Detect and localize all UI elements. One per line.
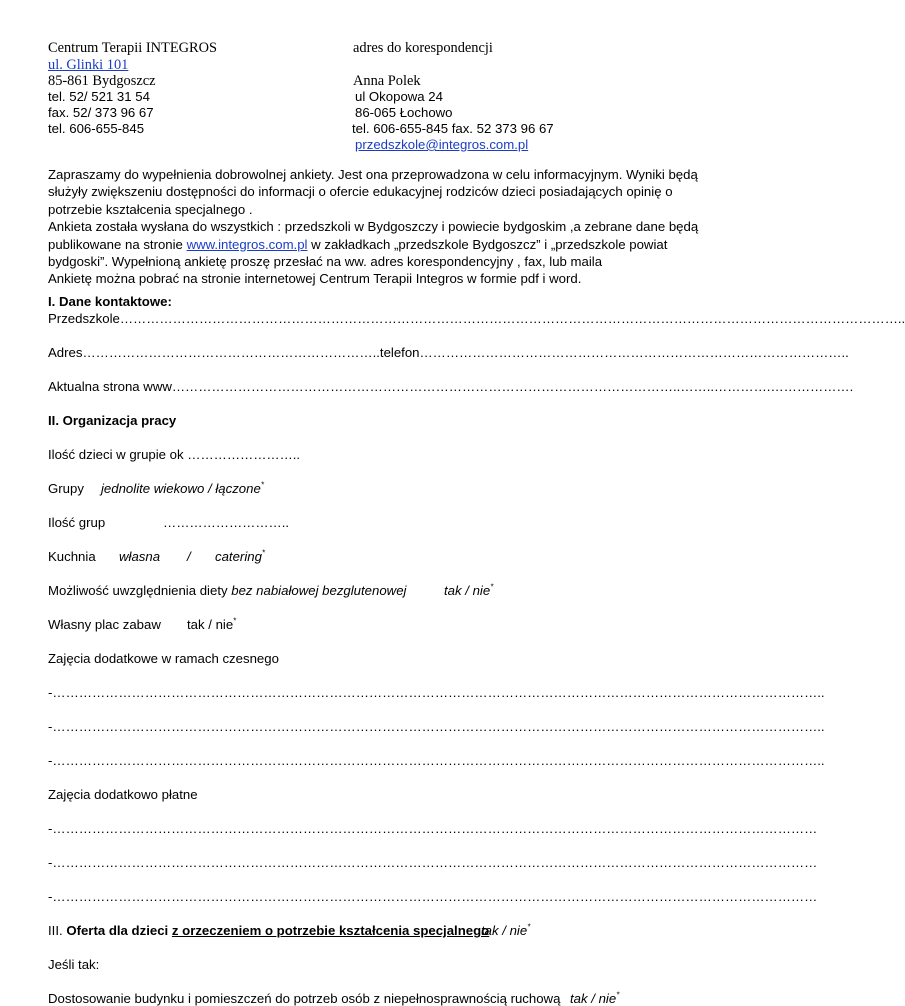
dostosowanie-yesno-text: tak / nie bbox=[570, 991, 617, 1006]
jesli-tak: Jeśli tak: bbox=[48, 957, 100, 972]
zajecia-czesne-title: Zajęcia dodatkowe w ramach czesnego bbox=[48, 651, 279, 666]
intro-paragraph-1: Zapraszamy do wypełnienia dobrowolnej ankiety. Jest ona przeprowadzona w celu informacyjnym. Wyniki będą służyły zwiększeniu dostępności do informacji o ofercie edukacyjnej rodziców dzieci posiadających opinię o potrzebie kształcenia specjalnego . bbox=[48, 167, 698, 217]
grupy-label: Grupy bbox=[48, 481, 84, 496]
field-zajecia-czesne-1[interactable]: -………………………………………………………………………………………………………………………………………………………….. bbox=[48, 685, 825, 700]
field-strona-www[interactable]: Aktualna strona www……………………………………………………………………………………………………..……..………….………………. bbox=[48, 379, 854, 394]
dieta-label: Możliwość uwzględnienia diety bbox=[48, 583, 232, 598]
dieta-row bbox=[48, 583, 406, 598]
section-2-title: II. Organizacja pracy bbox=[48, 413, 177, 428]
intro-p2-text-a: Ankieta została wysłana do wszystkich : przedszkoli w Bydgoszczy i powiecie bydgoskim ,a zebrane dane będą publikowane na stronie bbox=[48, 219, 699, 252]
plac-zabaw-yesno[interactable] bbox=[187, 617, 236, 632]
correspondence-city: 86-065 Łochowo bbox=[355, 105, 453, 120]
kuchnia-catering-text: catering bbox=[215, 549, 262, 564]
plac-zabaw-label: Własny plac zabaw bbox=[48, 617, 161, 632]
plac-yesno-text: tak / nie bbox=[187, 617, 234, 632]
correspondence-label: adres do korespondencji bbox=[353, 40, 493, 56]
correspondence-name: Anna Polek bbox=[353, 73, 421, 89]
field-ilosc-grup[interactable]: ……………………….. bbox=[163, 515, 290, 530]
dostosowanie-yesno[interactable] bbox=[570, 991, 619, 1006]
intro-paragraph-2 bbox=[48, 218, 728, 270]
field-ilosc-dzieci[interactable]: Ilość dzieci w grupie ok …………………….. bbox=[48, 447, 301, 462]
section-1-title: I. Dane kontaktowe: bbox=[48, 294, 172, 309]
field-zajecia-platne-3[interactable]: -………………………………………………………………………………………………………………………………………………………… bbox=[48, 889, 818, 904]
intro-p2-text-b: w zakładkach „przedszkole Bydgoszcz” i „przedszkole powiat bydgoski”. Wypełnioną ankietę proszę przesłać na ww. adres korespondencyjny , fax, lub maila bbox=[48, 236, 668, 270]
section-3-title bbox=[48, 923, 489, 938]
footnote-mark: * bbox=[490, 582, 494, 592]
footnote-mark: * bbox=[233, 616, 237, 626]
kuchnia-option-catering[interactable] bbox=[215, 549, 265, 564]
kuchnia-label: Kuchnia bbox=[48, 549, 96, 564]
dieta-yesno-text: tak / nie bbox=[444, 583, 491, 598]
field-adres-telefon[interactable]: Adres…………………………………………………………..telefon…………………………………………………………………………………….. bbox=[48, 345, 849, 360]
org-fax: fax. 52/ 373 96 67 bbox=[48, 105, 154, 120]
footnote-mark: * bbox=[261, 548, 266, 558]
dieta-yesno[interactable] bbox=[444, 583, 493, 598]
section-3-title-b: z orzeczeniem o potrzebie kształcenia specjalnego bbox=[171, 923, 490, 938]
kuchnia-separator: / bbox=[187, 549, 191, 564]
section-3-yesno-text: tak / nie bbox=[481, 923, 528, 938]
org-city: 85-861 Bydgoszcz bbox=[48, 73, 156, 89]
field-zajecia-czesne-3[interactable]: -………………………………………………………………………………………………………………………………………………………….. bbox=[48, 753, 825, 768]
footnote-mark: * bbox=[260, 480, 264, 490]
org-tel: tel. 52/ 521 31 54 bbox=[48, 89, 150, 104]
org-street-link[interactable]: ul. Glinki 101 bbox=[48, 57, 129, 73]
dostosowanie-label: Dostosowanie budynku i pomieszczeń do potrzeb osób z niepełnosprawnością ruchową bbox=[48, 991, 561, 1006]
section-3-number: III. bbox=[48, 923, 67, 938]
correspondence-street: ul Okopowa 24 bbox=[355, 89, 443, 104]
field-zajecia-platne-2[interactable]: -………………………………………………………………………………………………………………………………………………………… bbox=[48, 855, 818, 870]
intro-text bbox=[48, 166, 728, 288]
website-link[interactable]: www.integros.com.pl bbox=[186, 236, 308, 252]
org-name: Centrum Terapii INTEGROS bbox=[48, 40, 217, 56]
field-zajecia-platne-1[interactable]: -………………………………………………………………………………………………………………………………………………………… bbox=[48, 821, 818, 836]
footnote-mark: * bbox=[616, 990, 620, 1000]
field-przedszkole[interactable]: Przedszkole…………………………………………………………………………………………………………………………………………………………….. bbox=[48, 311, 905, 326]
section-3-title-a: Oferta dla dzieci bbox=[66, 923, 172, 938]
ilosc-grup-label: Ilość grup bbox=[48, 515, 106, 530]
section-3-yesno[interactable] bbox=[481, 923, 530, 938]
field-zajecia-czesne-2[interactable]: -………………………………………………………………………………………………………………………………………………………….. bbox=[48, 719, 825, 734]
intro-paragraph-3: Ankietę można pobrać na stronie internetowej Centrum Terapii Integros w formie pdf i word. bbox=[48, 271, 582, 287]
grupy-options[interactable] bbox=[101, 481, 264, 496]
footnote-mark: * bbox=[527, 922, 531, 932]
correspondence-email-link[interactable]: przedszkole@integros.com.pl bbox=[355, 137, 529, 152]
grupy-options-text: jednolite wiekowo / łączone bbox=[101, 481, 261, 496]
zajecia-platne-title: Zajęcia dodatkowo płatne bbox=[48, 787, 198, 802]
correspondence-telfax: tel. 606-655-845 fax. 52 373 96 67 bbox=[352, 121, 554, 136]
org-tel2: tel. 606-655-845 bbox=[48, 121, 145, 136]
dieta-options[interactable]: bez nabiałowej bezglutenowej bbox=[231, 583, 407, 598]
kuchnia-option-wlasna[interactable]: własna bbox=[119, 549, 161, 564]
